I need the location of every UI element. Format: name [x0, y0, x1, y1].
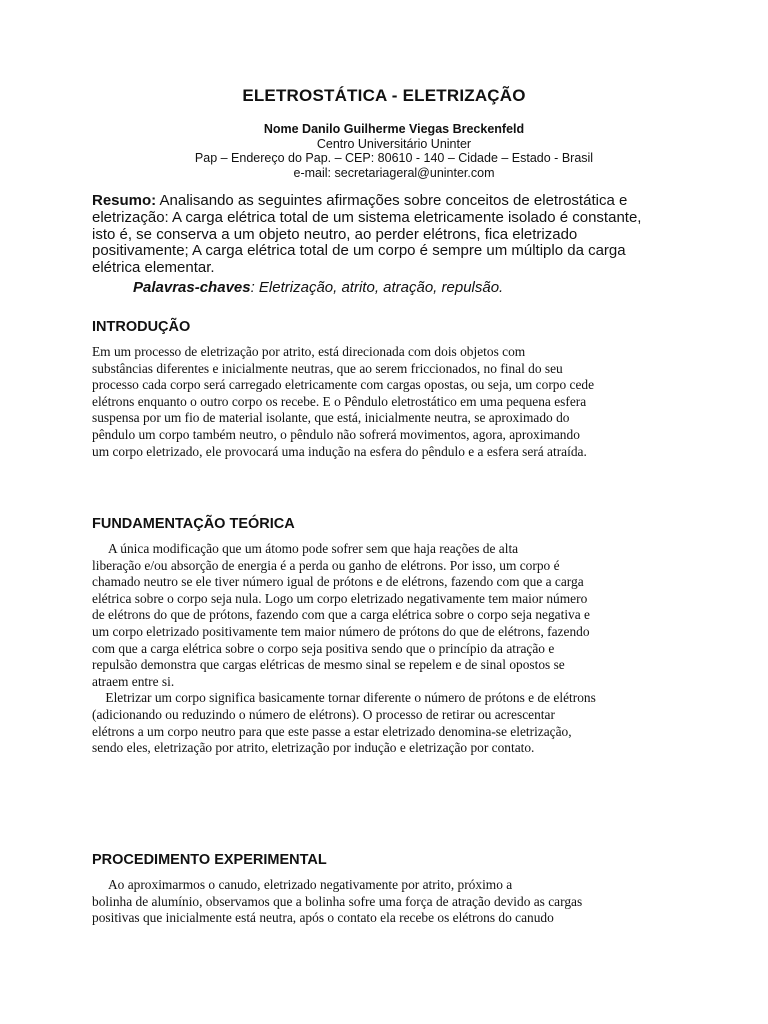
abstract-line: positivamente; A carga elétrica total de um corpo é sempre um múltiplo da carga	[92, 242, 626, 260]
section-body-introducao	[92, 344, 692, 460]
paragraph-line: atraem entre si.	[92, 673, 175, 689]
author-institution: Centro Universitário Uninter	[316, 136, 472, 151]
keywords-text: : Eletrização, atrito, atração, repulsão.	[250, 279, 504, 296]
section-body-fundamentacao	[92, 541, 692, 757]
section-heading-introducao: INTRODUÇÃO	[92, 319, 191, 335]
paragraph-line: de elétrons do que de prótons, fazendo com que a carga elétrica sobre o corpo seja negativa e	[92, 607, 590, 623]
paragraph-line: suspensa por um fio de material isolante, que está, inicialmente neutra, se aproximado do	[92, 410, 570, 426]
paragraph-line: chamado neutro se ele tiver número igual de prótons e de elétrons, fazendo com que a carga	[92, 574, 584, 590]
paragraph-line: sendo eles, eletrização por atrito, eletrização por indução e eletrização por contato.	[92, 740, 535, 756]
paragraph-line: Ao aproximarmos o canudo, eletrizado negativamente por atrito, próximo a	[92, 877, 513, 892]
paragraph-line: com que a carga elétrica sobre o corpo seja positiva sendo que o princípio da atração e	[92, 640, 555, 656]
paragraph-line: positivas que inicialmente está neutra, após o contato ela recebe os elétrons do canudo	[92, 910, 554, 926]
section-body-procedimento	[92, 877, 692, 927]
paragraph-line: Eletrizar um corpo significa basicamente tornar diferente o número de prótons e de elétrons	[92, 690, 596, 706]
section-heading-fundamentacao: FUNDAMENTAÇÃO TEÓRICA	[92, 516, 295, 532]
abstract-line: Analisando as seguintes afirmações sobre conceitos de eletrostática e	[156, 192, 628, 209]
paragraph-line: pêndulo um corpo também neutro, o pêndulo não sofrerá movimentos, agora, aproximando	[92, 426, 580, 442]
paragraph-line: elétrons enquanto o outro corpo os recebe. E o Pêndulo eletrostático em uma pequena esfera	[92, 393, 587, 409]
document-title: ELETROSTÁTICA - ELETRIZAÇÃO	[242, 86, 526, 105]
paragraph-line: Em um processo de eletrização por atrito, está direcionada com dois objetos com	[92, 344, 526, 359]
author-address: Pap – Endereço do Pap. – CEP: 80610 - 140 – Cidade – Estado - Brasil	[194, 151, 594, 165]
paragraph-line: processo cada corpo será carregado eletricamente com cargas opostas, ou seja, um corpo cede	[92, 377, 595, 393]
section-heading-procedimento: PROCEDIMENTO EXPERIMENTAL	[92, 852, 327, 868]
abstract-line: elétrica elementar.	[92, 259, 215, 277]
paragraph-line: A única modificação que um átomo pode sofrer sem que haja reações de alta	[92, 541, 519, 556]
author-email: e-mail: secretariageral@uninter.com	[293, 165, 495, 180]
abstract	[92, 193, 682, 277]
paragraph-line: (adicionando ou reduzindo o número de elétrons). O processo de retirar ou acrescentar	[92, 706, 555, 722]
abstract-label: Resumo:	[92, 192, 157, 209]
paragraph-line: liberação e/ou absorção de energia é a perda ou ganho de elétrons. Por isso, um corpo é	[92, 557, 560, 573]
abstract-line: isto é, se conserva a um objeto neutro, ao perder elétrons, fica eletrizado	[92, 225, 578, 243]
paragraph-line: um corpo eletrizado positivamente tem maior número de prótons do que de elétrons, fazendo	[92, 623, 590, 639]
paragraph-line: bolinha de alumínio, observamos que a bolinha sofre uma força de atração devido as cargas	[92, 893, 583, 909]
author-name: Nome Danilo Guilherme Viegas Breckenfeld	[263, 122, 525, 136]
author-block	[0, 122, 768, 180]
paragraph-line: um corpo eletrizado, ele provocará uma indução na esfera do pêndulo e a esfera será atraída.	[92, 443, 587, 459]
paragraph-line: repulsão demonstra que cargas elétricas de mesmo sinal se repelem e de sinal opostos se	[92, 657, 565, 673]
paragraph-line: substâncias diferentes e inicialmente neutras, que ao serem friccionados, no final do seu	[92, 360, 563, 376]
paragraph-line: elétrons a um corpo neutro para que este passe a estar eletrizado denomina-se eletrização,	[92, 723, 572, 739]
paragraph-line: elétrica sobre o corpo seja nula. Logo um corpo eletrizado negativamente tem maior número	[92, 590, 588, 606]
keywords	[133, 279, 693, 296]
abstract-line: eletrização: A carga elétrica total de um sistema eletricamente isolado é constante,	[92, 208, 642, 226]
keywords-label: Palavras-chaves	[133, 279, 251, 296]
